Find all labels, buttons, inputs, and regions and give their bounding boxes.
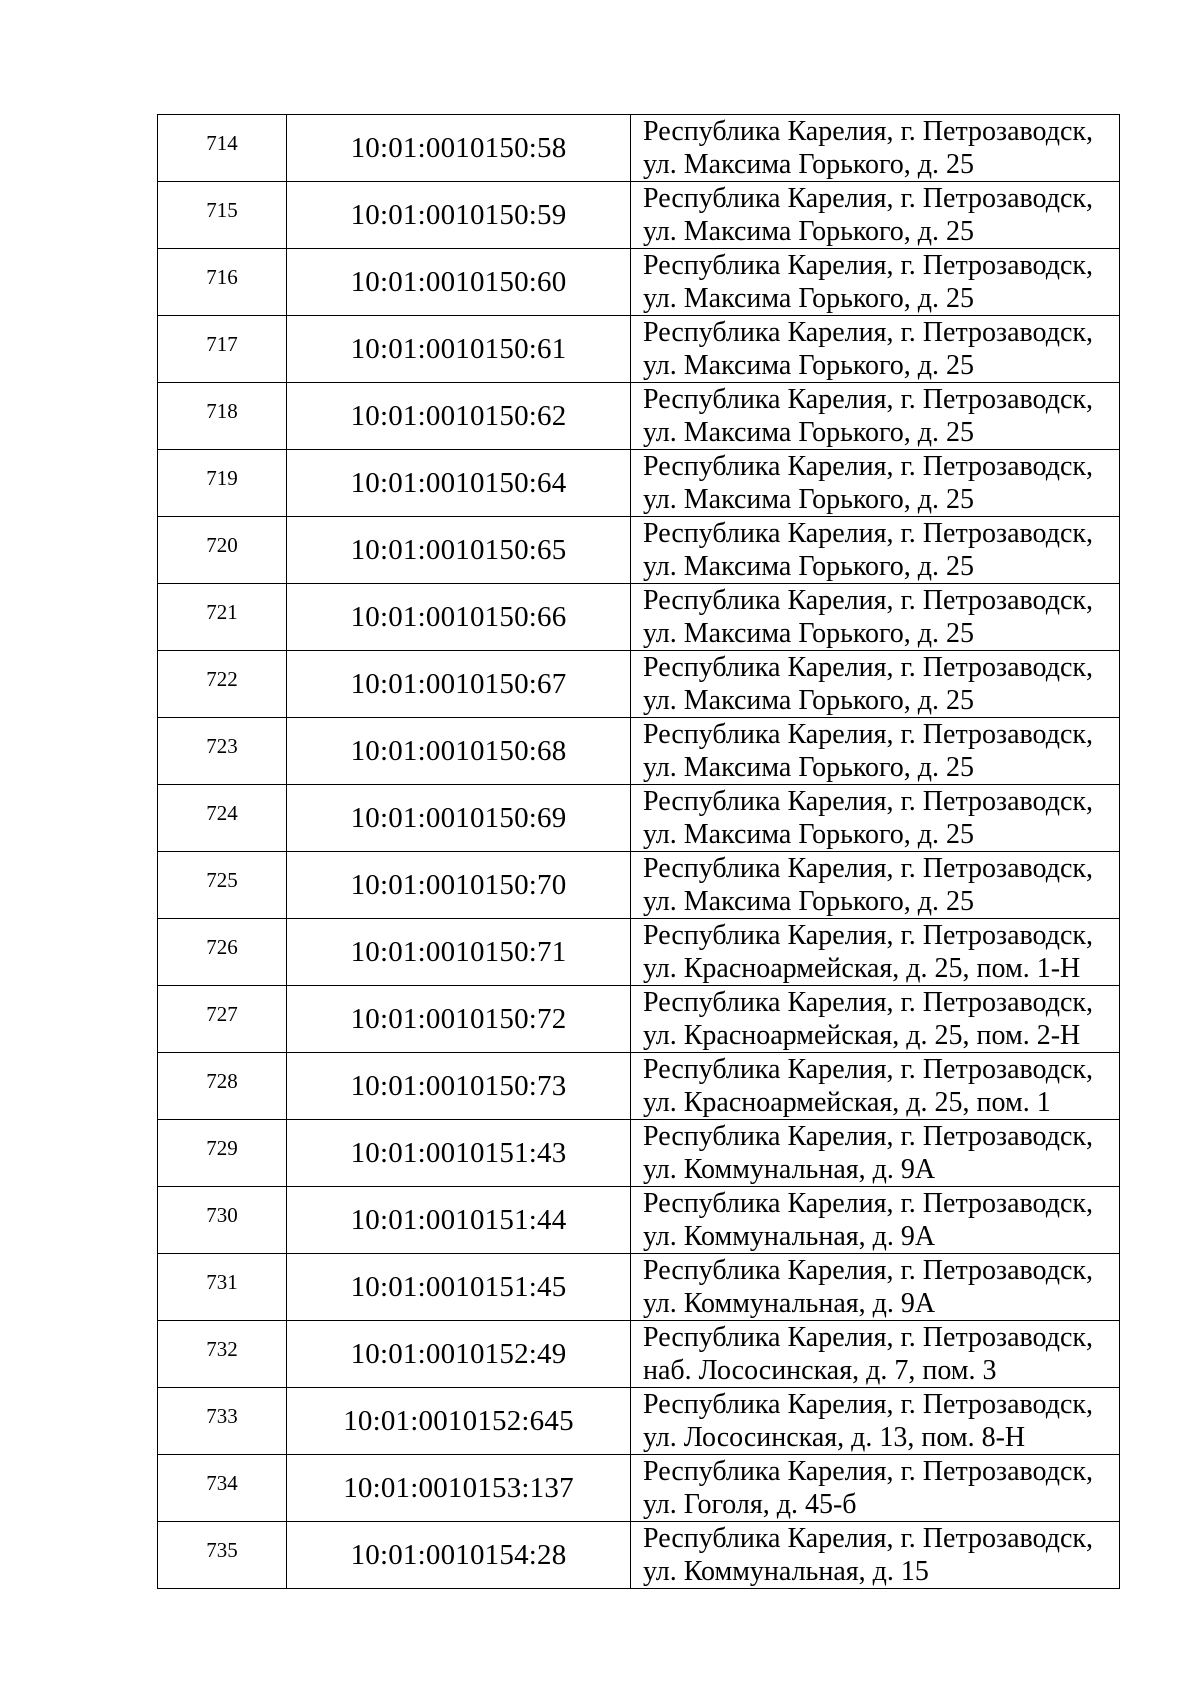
table-row [158, 1522, 1120, 1589]
row-number: 732 [206, 1337, 238, 1361]
address-line-region: Республика Карелия, г. Петрозаводск, [643, 987, 1094, 1018]
row-number-cell [158, 1455, 287, 1522]
address-line-street: ул. Максима Горького, д. 25 [643, 216, 975, 247]
address-line-region: Республика Карелия, г. Петрозаводск, [643, 853, 1094, 884]
table-row [158, 1321, 1120, 1388]
address-line-region: Республика Карелия, г. Петрозаводск, [643, 1322, 1094, 1353]
address-cell [631, 1388, 1120, 1455]
cadastral-number: 10:01:0010153:137 [343, 1472, 574, 1504]
table-row [158, 1187, 1120, 1254]
table-row [158, 450, 1120, 517]
row-number-cell [158, 182, 287, 249]
address-cell [631, 986, 1120, 1053]
cadastral-number-cell [287, 450, 631, 517]
address-line-region: Республика Карелия, г. Петрозаводск, [643, 719, 1094, 750]
cadastral-number-cell [287, 651, 631, 718]
address-cell [631, 517, 1120, 584]
cadastral-number-cell [287, 1388, 631, 1455]
cadastral-number-cell [287, 852, 631, 919]
cadastral-number: 10:01:0010150:73 [350, 1070, 567, 1102]
table-row [158, 517, 1120, 584]
address-line-street: ул. Коммунальная, д. 9А [643, 1154, 936, 1185]
table-row [158, 1120, 1120, 1187]
row-number-cell [158, 517, 287, 584]
address-line-region: Республика Карелия, г. Петрозаводск, [643, 1188, 1094, 1219]
address-line-street: ул. Красноармейская, д. 25, пом. 1-Н [643, 953, 1081, 984]
row-number: 735 [206, 1538, 238, 1562]
row-number-cell [158, 1187, 287, 1254]
cadastral-number: 10:01:0010151:45 [350, 1271, 567, 1303]
property-registry-table [157, 114, 1120, 1589]
cadastral-number: 10:01:0010150:64 [350, 467, 567, 499]
row-number-cell [158, 1321, 287, 1388]
table-row [158, 1455, 1120, 1522]
address-line-street: ул. Коммунальная, д. 15 [643, 1556, 929, 1587]
address-line-region: Республика Карелия, г. Петрозаводск, [643, 652, 1094, 683]
cadastral-number: 10:01:0010150:62 [350, 400, 567, 432]
address-cell [631, 1254, 1120, 1321]
row-number: 720 [206, 533, 238, 557]
address-cell [631, 1053, 1120, 1120]
cadastral-number: 10:01:0010150:67 [350, 668, 567, 700]
cadastral-number-cell [287, 316, 631, 383]
row-number: 729 [206, 1136, 238, 1160]
row-number: 724 [206, 801, 238, 825]
cadastral-number-cell [287, 1321, 631, 1388]
table-row [158, 986, 1120, 1053]
address-line-region: Республика Карелия, г. Петрозаводск, [643, 920, 1094, 951]
address-line-street: ул. Максима Горького, д. 25 [643, 350, 975, 381]
address-line-street: ул. Максима Горького, д. 25 [643, 149, 975, 180]
table-row [158, 718, 1120, 785]
address-cell [631, 718, 1120, 785]
row-number-cell [158, 1053, 287, 1120]
address-cell [631, 1522, 1120, 1589]
row-number: 714 [206, 131, 238, 155]
address-line-street: ул. Коммунальная, д. 9А [643, 1288, 936, 1319]
table-row [158, 1254, 1120, 1321]
address-line-street: ул. Максима Горького, д. 25 [643, 819, 975, 850]
cadastral-number-cell [287, 718, 631, 785]
address-cell [631, 249, 1120, 316]
table-row [158, 651, 1120, 718]
row-number-cell [158, 1254, 287, 1321]
address-line-street: ул. Максима Горького, д. 25 [643, 484, 975, 515]
address-line-street: ул. Максима Горького, д. 25 [643, 618, 975, 649]
address-line-street: ул. Максима Горького, д. 25 [643, 886, 975, 917]
address-cell [631, 584, 1120, 651]
address-line-street: наб. Лососинская, д. 7, пом. 3 [643, 1355, 997, 1386]
cadastral-number: 10:01:0010150:58 [350, 132, 567, 164]
address-line-region: Республика Карелия, г. Петрозаводск, [643, 1054, 1094, 1085]
row-number: 718 [206, 399, 238, 423]
address-line-region: Республика Карелия, г. Петрозаводск, [643, 1121, 1094, 1152]
cadastral-number-cell [287, 383, 631, 450]
row-number-cell [158, 383, 287, 450]
row-number: 734 [206, 1471, 238, 1495]
row-number: 721 [206, 600, 238, 624]
cadastral-number-cell [287, 249, 631, 316]
cadastral-number: 10:01:0010150:65 [350, 534, 567, 566]
cadastral-number: 10:01:0010150:61 [350, 333, 567, 365]
table-row [158, 182, 1120, 249]
cadastral-number: 10:01:0010150:72 [350, 1003, 567, 1035]
row-number-cell [158, 450, 287, 517]
document-page [157, 114, 1119, 1589]
cadastral-number-cell [287, 182, 631, 249]
cadastral-number: 10:01:0010150:60 [350, 266, 567, 298]
cadastral-number: 10:01:0010151:44 [350, 1204, 567, 1236]
address-cell [631, 852, 1120, 919]
cadastral-number-cell [287, 1120, 631, 1187]
cadastral-number-cell [287, 1053, 631, 1120]
table-row [158, 383, 1120, 450]
table-row [158, 316, 1120, 383]
address-cell [631, 1455, 1120, 1522]
cadastral-number-cell [287, 1522, 631, 1589]
address-line-region: Республика Карелия, г. Петрозаводск, [643, 451, 1094, 482]
table-row [158, 785, 1120, 852]
row-number-cell [158, 584, 287, 651]
row-number: 715 [206, 198, 238, 222]
cadastral-number: 10:01:0010152:645 [343, 1405, 574, 1437]
cadastral-number-cell [287, 115, 631, 182]
table-row [158, 115, 1120, 182]
address-cell [631, 1187, 1120, 1254]
row-number-cell [158, 651, 287, 718]
address-line-region: Республика Карелия, г. Петрозаводск, [643, 1255, 1094, 1286]
address-line-region: Республика Карелия, г. Петрозаводск, [643, 585, 1094, 616]
cadastral-number-cell [287, 919, 631, 986]
table-body [158, 115, 1120, 1589]
row-number: 722 [206, 667, 238, 691]
row-number-cell [158, 249, 287, 316]
address-cell [631, 785, 1120, 852]
row-number-cell [158, 919, 287, 986]
table-row [158, 249, 1120, 316]
row-number: 730 [206, 1203, 238, 1227]
cadastral-number: 10:01:0010150:68 [350, 735, 567, 767]
row-number-cell [158, 785, 287, 852]
row-number-cell [158, 1388, 287, 1455]
address-cell [631, 651, 1120, 718]
address-cell [631, 115, 1120, 182]
address-line-region: Республика Карелия, г. Петрозаводск, [643, 786, 1094, 817]
cadastral-number: 10:01:0010150:66 [350, 601, 567, 633]
address-line-street: ул. Лососинская, д. 13, пом. 8-Н [643, 1422, 1026, 1453]
address-line-street: ул. Максима Горького, д. 25 [643, 685, 975, 716]
cadastral-number-cell [287, 986, 631, 1053]
table-row [158, 1053, 1120, 1120]
row-number: 725 [206, 868, 238, 892]
address-cell [631, 316, 1120, 383]
cadastral-number: 10:01:0010150:59 [350, 199, 567, 231]
cadastral-number-cell [287, 517, 631, 584]
row-number: 727 [206, 1002, 238, 1026]
row-number: 719 [206, 466, 238, 490]
cadastral-number: 10:01:0010150:71 [350, 936, 567, 968]
cadastral-number: 10:01:0010152:49 [350, 1338, 567, 1370]
address-cell [631, 1120, 1120, 1187]
row-number: 723 [206, 734, 238, 758]
row-number-cell [158, 115, 287, 182]
row-number: 731 [206, 1270, 238, 1294]
address-line-region: Республика Карелия, г. Петрозаводск, [643, 116, 1094, 147]
address-line-region: Республика Карелия, г. Петрозаводск, [643, 183, 1094, 214]
cadastral-number: 10:01:0010150:69 [350, 802, 567, 834]
address-cell [631, 919, 1120, 986]
row-number: 733 [206, 1404, 238, 1428]
table-row [158, 1388, 1120, 1455]
address-line-street: ул. Красноармейская, д. 25, пом. 1 [643, 1087, 1051, 1118]
address-cell [631, 1321, 1120, 1388]
cadastral-number-cell [287, 1455, 631, 1522]
address-cell [631, 182, 1120, 249]
cadastral-number: 10:01:0010150:70 [350, 869, 567, 901]
row-number-cell [158, 718, 287, 785]
address-line-street: ул. Коммунальная, д. 9А [643, 1221, 936, 1252]
address-line-region: Республика Карелия, г. Петрозаводск, [643, 317, 1094, 348]
address-line-region: Республика Карелия, г. Петрозаводск, [643, 1523, 1094, 1554]
cadastral-number-cell [287, 1254, 631, 1321]
row-number-cell [158, 316, 287, 383]
address-line-street: ул. Максима Горького, д. 25 [643, 551, 975, 582]
address-line-region: Республика Карелия, г. Петрозаводск, [643, 518, 1094, 549]
cadastral-number-cell [287, 785, 631, 852]
row-number: 728 [206, 1069, 238, 1093]
address-cell [631, 383, 1120, 450]
address-line-street: ул. Максима Горького, д. 25 [643, 283, 975, 314]
address-line-street: ул. Максима Горького, д. 25 [643, 417, 975, 448]
row-number: 726 [206, 935, 238, 959]
row-number-cell [158, 1522, 287, 1589]
address-line-region: Республика Карелия, г. Петрозаводск, [643, 250, 1094, 281]
cadastral-number-cell [287, 584, 631, 651]
row-number: 716 [206, 265, 238, 289]
address-line-street: ул. Красноармейская, д. 25, пом. 2-Н [643, 1020, 1081, 1051]
row-number-cell [158, 986, 287, 1053]
address-cell [631, 450, 1120, 517]
cadastral-number: 10:01:0010151:43 [350, 1137, 567, 1169]
address-line-street: ул. Максима Горького, д. 25 [643, 752, 975, 783]
row-number-cell [158, 1120, 287, 1187]
address-line-region: Республика Карелия, г. Петрозаводск, [643, 1389, 1094, 1420]
table-row [158, 919, 1120, 986]
table-row [158, 852, 1120, 919]
address-line-street: ул. Гоголя, д. 45-б [643, 1489, 857, 1520]
cadastral-number: 10:01:0010154:28 [350, 1539, 567, 1571]
row-number-cell [158, 852, 287, 919]
address-line-region: Республика Карелия, г. Петрозаводск, [643, 384, 1094, 415]
address-line-region: Республика Карелия, г. Петрозаводск, [643, 1456, 1094, 1487]
cadastral-number-cell [287, 1187, 631, 1254]
row-number: 717 [206, 332, 238, 356]
table-row [158, 584, 1120, 651]
